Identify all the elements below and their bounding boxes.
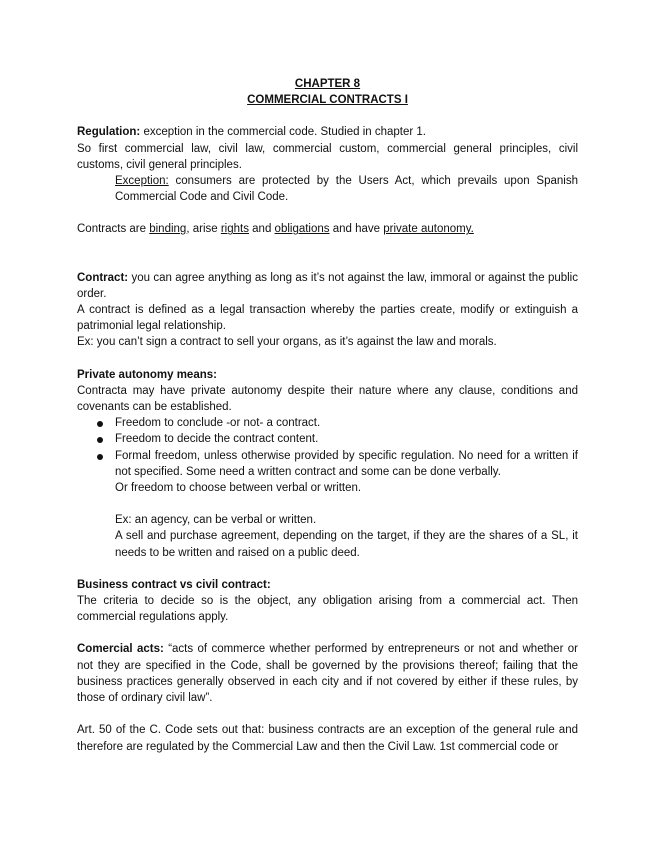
regulation-order: So first commercial law, civil law, commercial custom, commercial general principles, civil customs, civil general principles.: [77, 142, 578, 171]
regulation-label: Regulation:: [77, 126, 141, 139]
contract-text: you can agree anything as long as it’s not against the law, immoral or against the public order.: [77, 271, 578, 300]
commercial-acts-label: Comercial acts:: [77, 643, 164, 656]
contract-example: Ex: you can’t sign a contract to sell your organs, as it’s against the law and morals.: [77, 336, 497, 349]
private-autonomy-list: [77, 415, 578, 480]
private-autonomy-intro: Contracta may have private autonomy despite their nature where any clause, conditions and covenants can be established.: [77, 384, 578, 414]
exception-text: consumers are protected by the Users Act, which prevails upon Spanish Commercial Code and Civil Code.: [115, 175, 578, 204]
art50-paragraph: Art. 50 of the C. Code sets out that: business contracts are an exception of the general rule and therefore are regulated by the Commercial Law and then the Civil Law. 1st commercial code or: [77, 724, 578, 753]
exception-label: Exception:: [115, 175, 169, 188]
contracts-line-part1: Contracts are: [77, 223, 150, 236]
chapter-title: COMMERCIAL CONTRACTS I: [247, 94, 408, 107]
commercial-acts-text: “acts of commerce whether performed by entrepreneurs or not and whether or not they are specified in the Code, shall be governed by the provisions thereof; failing that the business practices generally observed in each city and if not covered by either if these rules, by those of ordinary civil law”.: [77, 643, 578, 705]
private-autonomy-heading: Private autonomy means:: [77, 368, 217, 381]
bullet-dot-icon: [97, 437, 103, 443]
obligations-word: obligations: [274, 223, 330, 236]
chapter-number: CHAPTER 8: [294, 78, 361, 90]
binding-word: binding: [149, 223, 187, 236]
list-item-text: Freedom to conclude -or not- a contract.: [115, 417, 321, 430]
bullet-dot-icon: [97, 454, 103, 460]
private-autonomy-example2: A sell and purchase agreement, depending on the target, if they are the shares of a SL, it needs to be written and raised on a public deed.: [115, 530, 578, 559]
rights-word: rights: [220, 223, 249, 236]
list-item: [77, 448, 578, 480]
business-vs-civil-heading: Business contract vs civil contract:: [77, 578, 271, 591]
contract-label: Contract:: [77, 271, 129, 284]
private-autonomy-bullet3-extra: Or freedom to choose between verbal or written.: [115, 482, 362, 495]
contracts-line-part4: and have: [329, 223, 384, 236]
list-item-text: Formal freedom, unless otherwise provided by specific regulation. No need for a written if not specified. Some need a written contract and some can be done verbally.: [115, 449, 578, 478]
contracts-line-part2: , arise: [186, 223, 221, 236]
regulation-exception: [77, 173, 578, 205]
list-item: [77, 431, 578, 447]
contracts-line-part3: and: [248, 223, 275, 236]
regulation-paragraph: [77, 124, 578, 140]
contracts-line: [77, 221, 578, 237]
commercial-acts-paragraph: [77, 641, 578, 706]
contract-paragraph: [77, 270, 578, 302]
regulation-text: exception in the commercial code. Studied in chapter 1.: [143, 126, 427, 139]
list-item: [77, 415, 578, 431]
private-autonomy-example1: Ex: an agency, can be verbal or written.: [115, 514, 317, 527]
private-autonomy-word: private autonomy.: [383, 223, 474, 236]
business-vs-civil-text: The criteria to decide so is the object, any obligation arising from a commercial act. Then commercial regulations apply.: [77, 595, 578, 624]
contract-definition: A contract is defined as a legal transaction whereby the parties create, modify or extinguish a patrimonial legal relationship.: [77, 304, 578, 333]
list-item-text: Freedom to decide the contract content.: [115, 433, 319, 446]
bullet-dot-icon: [97, 421, 103, 427]
